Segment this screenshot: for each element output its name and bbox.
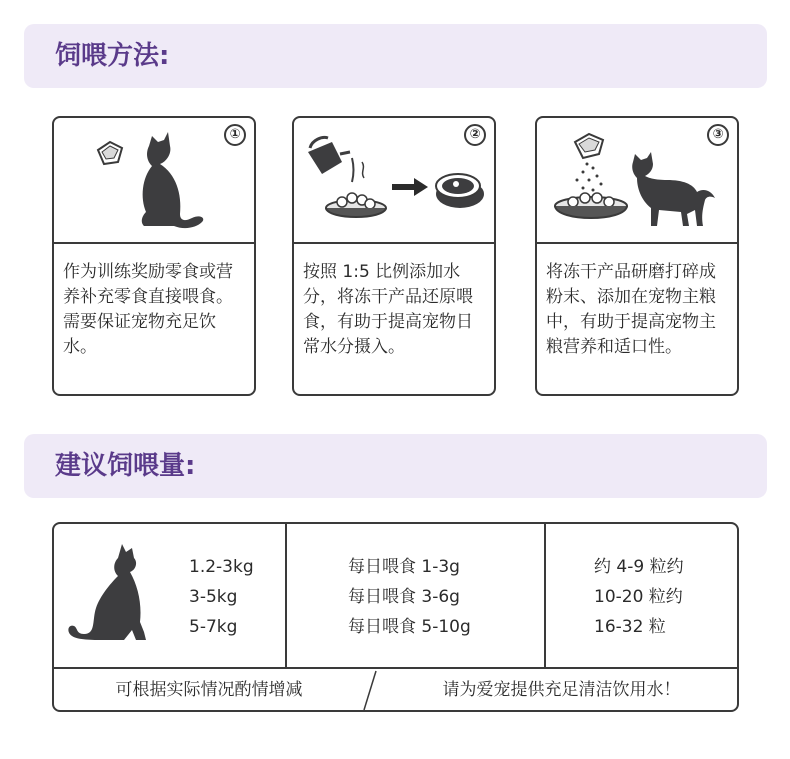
column-divider bbox=[285, 524, 287, 667]
weight-cell: 5-7kg bbox=[189, 617, 238, 637]
pieces-cell: 约 4-9 粒约 bbox=[594, 557, 684, 577]
weight-cell: 3-5kg bbox=[189, 587, 238, 607]
pieces-cell: 10-20 粒约 bbox=[594, 587, 683, 607]
step-card-3 bbox=[535, 116, 739, 396]
weight-column bbox=[189, 552, 254, 642]
step-1-illustration bbox=[54, 118, 254, 244]
footer-note-left: 可根据实际情况酌情增减 bbox=[115, 680, 303, 700]
step-number-1: ① bbox=[224, 124, 246, 146]
daily-amount-cell: 每日喂食 3-6g bbox=[348, 587, 460, 607]
feeding-table bbox=[52, 522, 739, 712]
step-card-2 bbox=[292, 116, 496, 396]
food-bowl-icon bbox=[326, 162, 386, 217]
method-banner bbox=[24, 24, 767, 88]
step-2-illustration bbox=[294, 118, 494, 244]
kettle-icon bbox=[308, 137, 354, 182]
food-bowl-icon bbox=[555, 193, 627, 218]
powder-particles-icon bbox=[576, 163, 603, 192]
step-card-1 bbox=[52, 116, 256, 396]
step-2-text: 按照 1:5 比例添加水分，将冻干产品还原喂食，有助于提高宠物日常水分摄入。 bbox=[303, 262, 473, 357]
pieces-cell: 16-32 粒 bbox=[594, 617, 666, 637]
step-1-text: 作为训练奖励零食或营养补充零食直接喂食。需要保证宠物充足饮水。 bbox=[63, 262, 233, 357]
daily-amount-column bbox=[348, 552, 471, 642]
arrow-right-icon bbox=[392, 178, 428, 196]
sitting-cat-icon bbox=[62, 540, 152, 650]
walking-cat-icon bbox=[632, 152, 715, 226]
freeze-dried-cube-icon bbox=[575, 134, 603, 158]
feeding-title: 建议饲喂量: bbox=[55, 451, 196, 481]
step-3-text: 将冻干产品研磨打碎成粉末、添加在宠物主粮中，有助于提高宠物主粮营养和适口性。 bbox=[546, 262, 716, 357]
daily-amount-cell: 每日喂食 1-3g bbox=[348, 557, 460, 577]
feeding-banner bbox=[24, 434, 767, 498]
freeze-dried-cube-icon bbox=[98, 142, 122, 164]
pieces-column bbox=[594, 552, 684, 642]
slash-divider bbox=[360, 669, 380, 712]
meat-icon bbox=[436, 174, 484, 208]
column-divider bbox=[544, 524, 546, 667]
sitting-cat-icon bbox=[142, 132, 203, 228]
method-title: 饲喂方法: bbox=[55, 41, 170, 71]
step-3-illustration bbox=[537, 118, 737, 244]
footer-note-right: 请为爱宠提供充足清洁饮用水！ bbox=[442, 680, 681, 700]
step-number-3: ③ bbox=[707, 124, 729, 146]
daily-amount-cell: 每日喂食 5-10g bbox=[348, 617, 471, 637]
step-number-2: ② bbox=[464, 124, 486, 146]
weight-cell: 1.2-3kg bbox=[189, 557, 254, 577]
